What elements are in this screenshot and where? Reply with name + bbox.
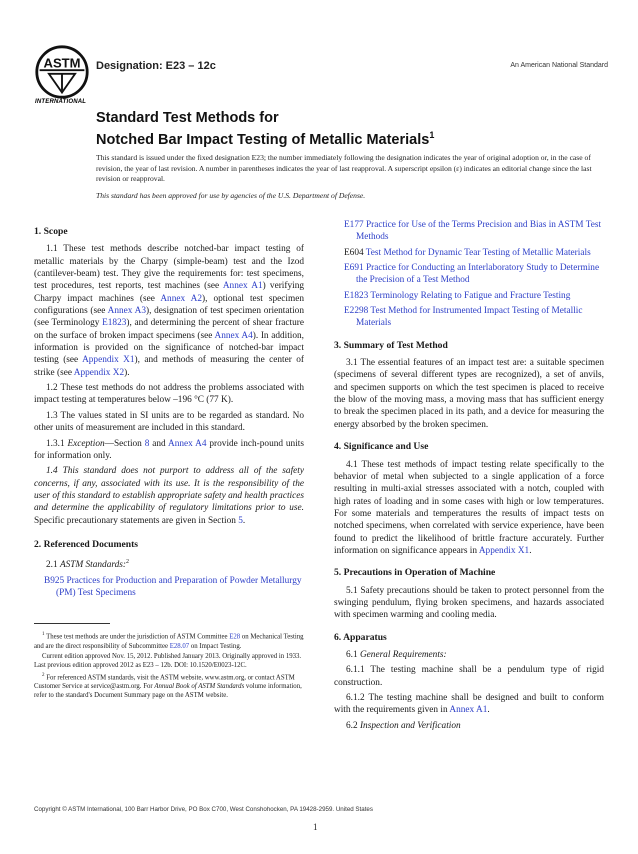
ref-e604-code: E604 xyxy=(344,247,364,258)
ref-e2298[interactable] xyxy=(334,305,604,330)
scope-1-3-1: 1.3.1 Exception—Section 8 and Annex A4 provide inch-pound units for information only. xyxy=(34,438,304,461)
ref-e2298-title[interactable]: Test Method for Instrumented Impact Testing of Metallic Materials xyxy=(356,306,583,329)
svg-text:ASTM: ASTM xyxy=(43,55,81,71)
link-appendix-x1[interactable]: Appendix X1 xyxy=(82,355,135,366)
footnote-1-edition: Current edition approved Nov. 15, 2012. Published January 2013. Originally approved in 1933. Last previous edition approved 2012 as E23 – 12b. DOI: 10.1520/E0023-12C. xyxy=(34,652,302,669)
title-line-1: Standard Test Methods for xyxy=(96,110,279,126)
ref-e177-title[interactable]: Practice for Use of the Terms Precision and Bias in ASTM Test Methods xyxy=(356,220,602,243)
footnote-divider xyxy=(34,623,110,624)
footnotes xyxy=(34,630,304,700)
apparatus-6-1-2: 6.1.2 The testing machine shall be designed and built to conform with the requirements given in Annex A1. xyxy=(334,693,604,716)
link-e28-07[interactable]: E28.07 xyxy=(169,642,190,650)
apparatus-heading: 6. Apparatus xyxy=(334,631,387,643)
precautions-heading: 5. Precautions in Operation of Machine xyxy=(334,567,496,579)
summary-heading: 3. Summary of Test Method xyxy=(334,339,448,351)
dod-approval-note: This standard has been approved for use by agencies of the U.S. Department of Defense. xyxy=(96,191,366,200)
significance-heading: 4. Significance and Use xyxy=(334,441,429,453)
document-title xyxy=(96,110,606,149)
apparatus-6-2: 6.2 Inspection and Verification xyxy=(346,720,461,731)
astm-logo-icon xyxy=(34,44,90,100)
title-line-2: Notched Bar Impact Testing of Metallic Materials xyxy=(96,131,430,148)
footnote-1: $^1$ These test methods are under the jurisdiction of ASTM Committee E28 on Mechanical Testing and are the direct responsibility of Subcommittee E28.07 on Impact Testing. xyxy=(34,632,304,650)
american-national-standard: An American National Standard xyxy=(510,62,608,69)
ref-e691[interactable] xyxy=(334,262,604,287)
ref-e691-title[interactable]: Practice for Conducting an Interlaboratory Study to Determine the Precision of a Test Method xyxy=(356,263,600,286)
copyright-notice: Copyright © ASTM International, 100 Barr Harbor Drive, PO Box C700, West Conshohocken, PA 19428-2959. United States xyxy=(34,806,373,813)
logo-subtitle: INTERNATIONAL xyxy=(35,99,87,105)
precautions-5-1: 5.1 Safety precautions should be taken to protect personnel from the swinging pendulum, flying broken specimens, and hazards associated with specimen warming and cooling media. xyxy=(334,585,604,621)
scope-1-4: 1.4 This standard does not purport to address all of the safety concerns, if any, associated with its use. It is the responsibility of the user of this standard to establish appropriate safety and health practices and determine the applicability of regulatory limitations prior to use. Specific precautionary statements are given in Section 5. xyxy=(34,466,304,526)
significance-4-1: 4.1 These test methods of impact testing relate specifically to the behavior of metal when subjected to a single application of a force resulting in multi-axial stresses associated with a notch, coupled with high rates of loading and in some cases with high or low temperatures. For some materials and temperatures the results of impact tests on notched specimens, when correlated with service experience, have been found to predict the likelihood of brittle fracture accurately. Further information on significance appears in Appendix X1. xyxy=(334,459,604,556)
link-annex-a4[interactable]: Annex A4 xyxy=(214,330,253,341)
scope-1-1: 1.1 These test methods describe notched-bar impact testing of metallic materials by the Charpy (simple-beam) test and the Izod (cantilever-beam) test. They give the requirements for: test specimens, test procedures, test reports, test machines (see Annex A1) verifying Charpy impact machines (see Annex A2), optional test specimen configurations (see Annex A3), designation of test specimen orientation (see Terminology E1823), and determining the percent of shear fracture on the surface of broken impact specimens (see Annex A4). In addition, information is provided on the significance of notched-bar impact testing (see Appendix X1), and methods of measuring the center of strike (see Appendix X2). xyxy=(34,244,305,378)
link-e28[interactable]: E28 xyxy=(229,633,241,641)
scope-heading: 1. Scope xyxy=(34,226,68,237)
link-annex-a4[interactable]: Annex A4 xyxy=(168,438,207,449)
apparatus-6-1: 6.1 General Requirements: xyxy=(346,649,447,660)
referenced-docs-heading: 2. Referenced Documents xyxy=(34,538,138,550)
scope-1-3: 1.3 The values stated in SI units are to be regarded as standard. No other units of measurement are included in this standard. xyxy=(34,410,304,434)
title-footnote-mark[interactable]: 1 xyxy=(429,130,435,140)
footnote-2: $^2$ For referenced ASTM standards, visit the ASTM website, www.astm.org, or contact ASTM Customer Service at service@astm.org. For Annual Book of ASTM Standards volume information, refer to the standard's Document Summary page on the ASTM website. xyxy=(34,672,302,699)
link-section-5[interactable]: 5 xyxy=(238,515,243,526)
link-annex-a1[interactable]: Annex A1 xyxy=(449,705,488,716)
ref-e604[interactable] xyxy=(334,247,604,259)
right-column xyxy=(334,219,604,735)
ref-b925-code[interactable]: B925 xyxy=(44,575,65,586)
left-column xyxy=(34,220,304,701)
ref-e177-code[interactable]: E177 xyxy=(344,220,364,230)
ref-e691-code[interactable]: E691 xyxy=(344,263,364,274)
intro-notice: This standard is issued under the fixed designation E23; the number immediately following the designation indicates the year of original adoption or, in the case of revision, the year of last revision. A number in parentheses indicates the year of last reapproval. A superscript epsilon (ε) indicates an editorial change since the last revision or reapproval. xyxy=(96,153,592,184)
link-e1823[interactable]: E1823 xyxy=(102,318,127,329)
ref-e604-title[interactable]: Test Method for Dynamic Tear Testing of Metallic Materials xyxy=(363,247,591,258)
designation: Designation: E23 – 12c xyxy=(96,60,216,72)
astm-standards-label: 2.1 ASTM Standards:$^2$ xyxy=(46,559,129,571)
scope-1-2: 1.2 These test methods do not address the problems associated with impact testing at temperatures below –196 °C (77 K). xyxy=(34,383,304,406)
ref-e2298-code[interactable]: E2298 xyxy=(344,306,369,317)
link-appendix-x1[interactable]: Appendix X1 xyxy=(478,545,530,556)
ref-e177[interactable] xyxy=(334,219,604,244)
apparatus-6-1-1: 6.1.1 The testing machine shall be a pendulum type of rigid construction. xyxy=(334,665,604,688)
link-section-8[interactable]: 8 xyxy=(144,438,150,449)
ref-b925[interactable] xyxy=(34,575,304,600)
link-annex-a2[interactable]: Annex A2 xyxy=(160,293,203,304)
link-appendix-x2[interactable]: Appendix X2 xyxy=(73,367,125,378)
astm-logo xyxy=(34,44,90,100)
summary-3-1: 3.1 The essential features of an impact test are: a suitable specimen (specimens of several different types are recognized), a set of anvils, and specimen supports on which the test specimen is placed to receive the blow of the moving mass, a moving mass that has sufficient energy to break the specimen placed in its path, and a device for measuring the energy absorbed by the broken specimen. xyxy=(334,358,604,430)
page-number: 1 xyxy=(313,822,318,832)
link-annex-a3[interactable]: Annex A3 xyxy=(107,306,146,317)
ref-e1823-title[interactable]: Terminology Relating to Fatigue and Fracture Testing xyxy=(368,290,571,301)
link-annex-a1[interactable]: Annex A1 xyxy=(222,281,263,292)
ref-b925-title[interactable]: Practices for Production and Preparation of Powder Metallurgy (PM) Test Specimens xyxy=(56,575,302,599)
ref-e1823[interactable] xyxy=(334,290,604,302)
ref-e1823-code[interactable]: E1823 xyxy=(344,290,369,301)
